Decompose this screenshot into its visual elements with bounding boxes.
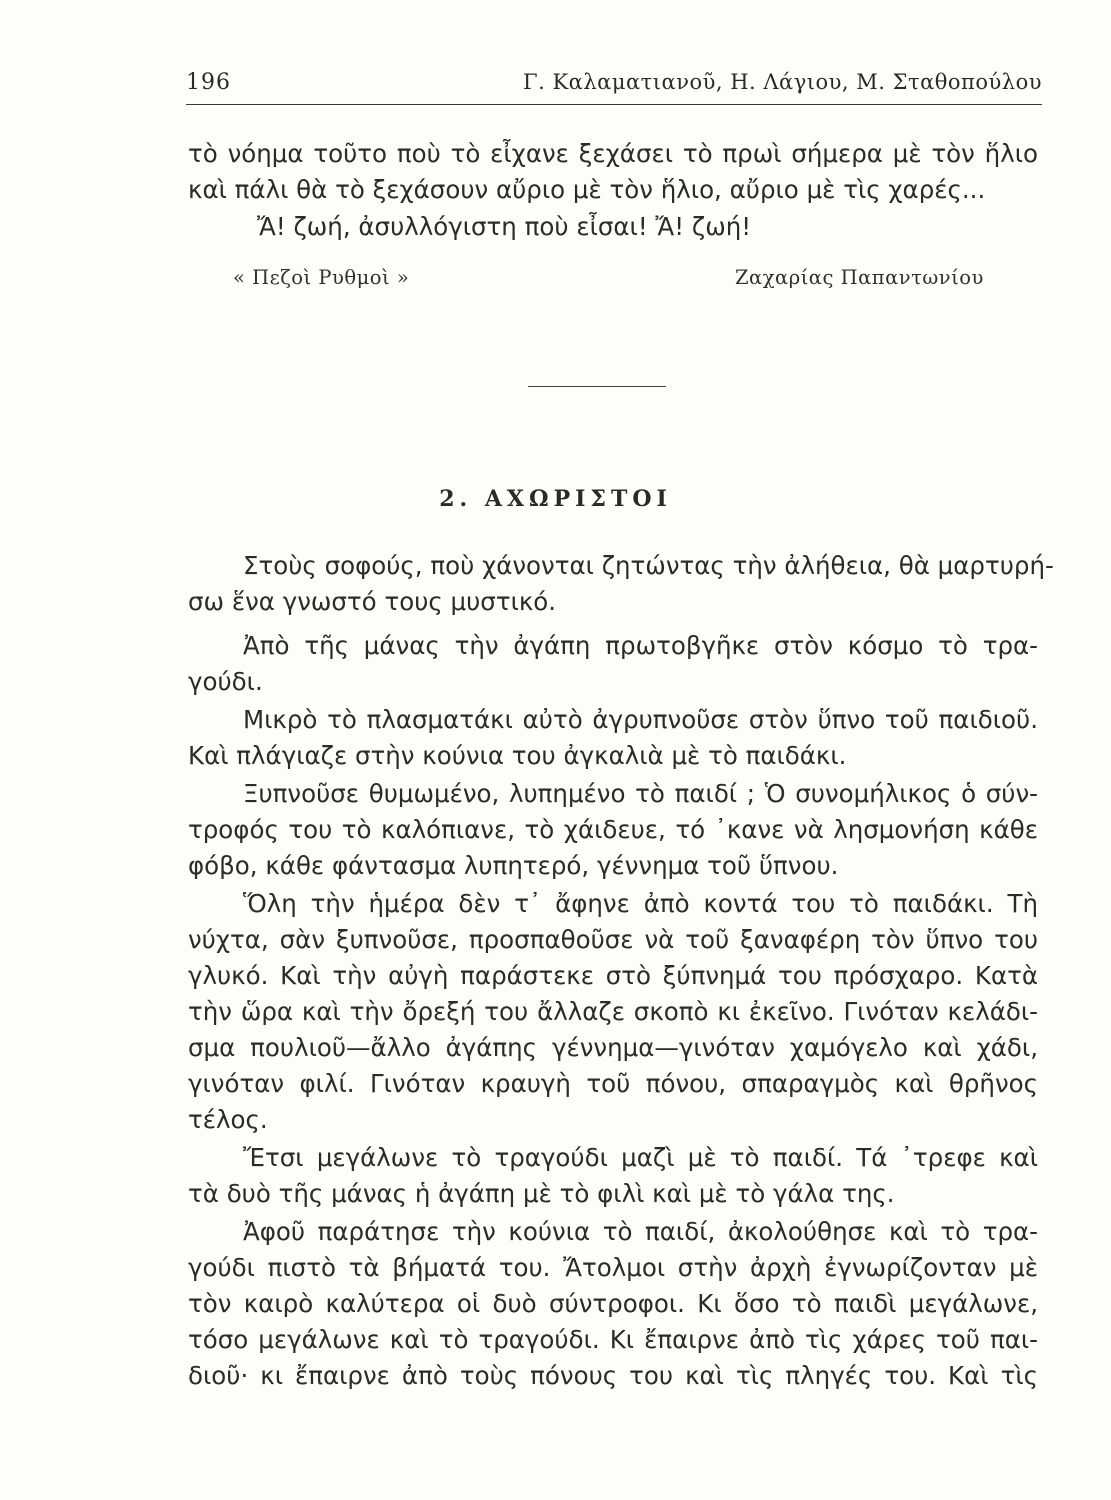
paragraph-line: τὴν ὥρα καὶ τὴν ὄρεξή του ἄλλαζε σκοπὸ κι ἐκεῖνο. Γινόταν κελάδι- <box>188 997 1038 1026</box>
poem-line: Ἄ! ζωή, ἀσυλλόγιστη ποὺ εἶσαι! Ἄ! ζωή! <box>257 212 752 241</box>
paragraph-line: τροφός του τὸ καλόπιανε, τὸ χάιδευε, τό ᾿κανε νὰ λησμονήση κάθε <box>188 815 1038 844</box>
section-title: 2. ΑΧΩΡΙΣΤΟΙ <box>439 486 672 512</box>
paragraph-line: Μικρὸ τὸ πλασματάκι αὐτὸ ἀγρυπνοῦσε στὸν ὕπνο τοῦ παιδιοῦ. <box>243 705 1038 734</box>
paragraph-line: τέλος. <box>188 1105 268 1134</box>
paragraph-line: Ἔτσι μεγάλωνε τὸ τραγούδι μαζὶ μὲ τὸ παιδί. Τά ᾿τρεφε καὶ <box>243 1143 1038 1172</box>
paragraph-line: σω ἕνα γνωστό τους μυστικό. <box>188 587 557 616</box>
page-number: 196 <box>186 70 231 95</box>
paragraph-line: γλυκό. Καὶ τὴν αὐγὴ παράστεκε στὸ ξύπνημά του πρόσχαρο. Κατὰ <box>188 961 1038 990</box>
paragraph-line: γινόταν φιλί. Γινόταν κραυγὴ τοῦ πόνου, σπαραγμὸς καὶ θρῆνος <box>188 1069 1038 1098</box>
paragraph-line: γούδι πιστὸ τὰ βήματά του. Ἄτολμοι στὴν ἀρχὴ ἐγνωρίζονταν μὲ <box>188 1253 1038 1282</box>
section-divider <box>528 386 666 387</box>
poem-source: « Πεζοὶ Ρυθμοὶ » <box>233 266 410 289</box>
paragraph-line: Ἀπὸ τῆς μάνας τὴν ἀγάπη πρωτοβγῆκε στὸν κόσμο τὸ τρα- <box>243 631 1038 660</box>
paragraph-line: γούδι. <box>188 667 263 696</box>
paragraph-line: Ὅλη τὴν ἡμέρα δὲν τ᾿ ἄφηνε ἀπὸ κοντά του τὸ παιδάκι. Τὴ <box>243 889 1038 918</box>
paragraph-line: Ξυπνοῦσε θυμωμένο, λυπημένο τὸ παιδί ; Ὁ συνομήλικος ὁ σύν- <box>243 779 1038 808</box>
paragraph-line: τόσο μεγάλωνε καὶ τὸ τραγούδι. Κι ἔπαιρνε ἀπὸ τὶς χάρες τοῦ παι- <box>188 1325 1038 1354</box>
paragraph-line: φόβο, κάθε φάντασμα λυπητερό, γέννημα τοῦ ὕπνου. <box>188 851 839 880</box>
paragraph-line: Καὶ πλάγιαζε στὴν κούνια του ἀγκαλιὰ μὲ τὸ παιδάκι. <box>188 741 847 770</box>
paragraph-line: τὸν καιρὸ καλύτερα οἱ δυὸ σύντροφοι. Κι ὅσο τὸ παιδὶ μεγάλωνε, <box>188 1289 1038 1318</box>
poem-line: καὶ πάλι θὰ τὸ ξεχάσουν αὔριο μὲ τὸν ἥλιο, αὔριο μὲ τὶς χαρές... <box>188 175 986 204</box>
paragraph-line: διοῦ· κι ἔπαιρνε ἀπὸ τοὺς πόνους του καὶ τὶς πληγές του. Καὶ τὶς <box>188 1361 1038 1390</box>
paragraph-line: νύχτα, σὰν ξυπνοῦσε, προσπαθοῦσε νὰ τοῦ ξαναφέρη τὸν ὕπνο του <box>188 925 1038 954</box>
poem-author: Ζαχαρίας Παπαντωνίου <box>735 266 984 289</box>
paragraph-line: Στοὺς σοφούς, ποὺ χάνονται ζητώντας τὴν ἀλήθεια, θὰ μαρτυρή- <box>243 551 1054 580</box>
running-head: Γ. Καλαματιανοῦ, Η. Λάγιου, Μ. Σταθοπούλου <box>523 70 1042 94</box>
paragraph-line: Ἀφοῦ παράτησε τὴν κούνια τὸ παιδί, ἀκολούθησε καὶ τὸ τρα- <box>243 1217 1038 1246</box>
paragraph-line: τὰ δυὸ τῆς μάνας ἡ ἀγάπη μὲ τὸ φιλὶ καὶ μὲ τὸ γάλα της. <box>188 1179 895 1208</box>
paragraph-line: σμα πουλιοῦ—ἄλλο ἀγάπης γέννημα—γινόταν χαμόγελο καὶ χάδι, <box>188 1033 1038 1062</box>
page-header <box>186 68 1042 105</box>
poem-line: τὸ νόημα τοῦτο ποὺ τὸ εἶχανε ξεχάσει τὸ πρωὶ σήμερα μὲ τὸν ἥλιο <box>188 139 1038 168</box>
